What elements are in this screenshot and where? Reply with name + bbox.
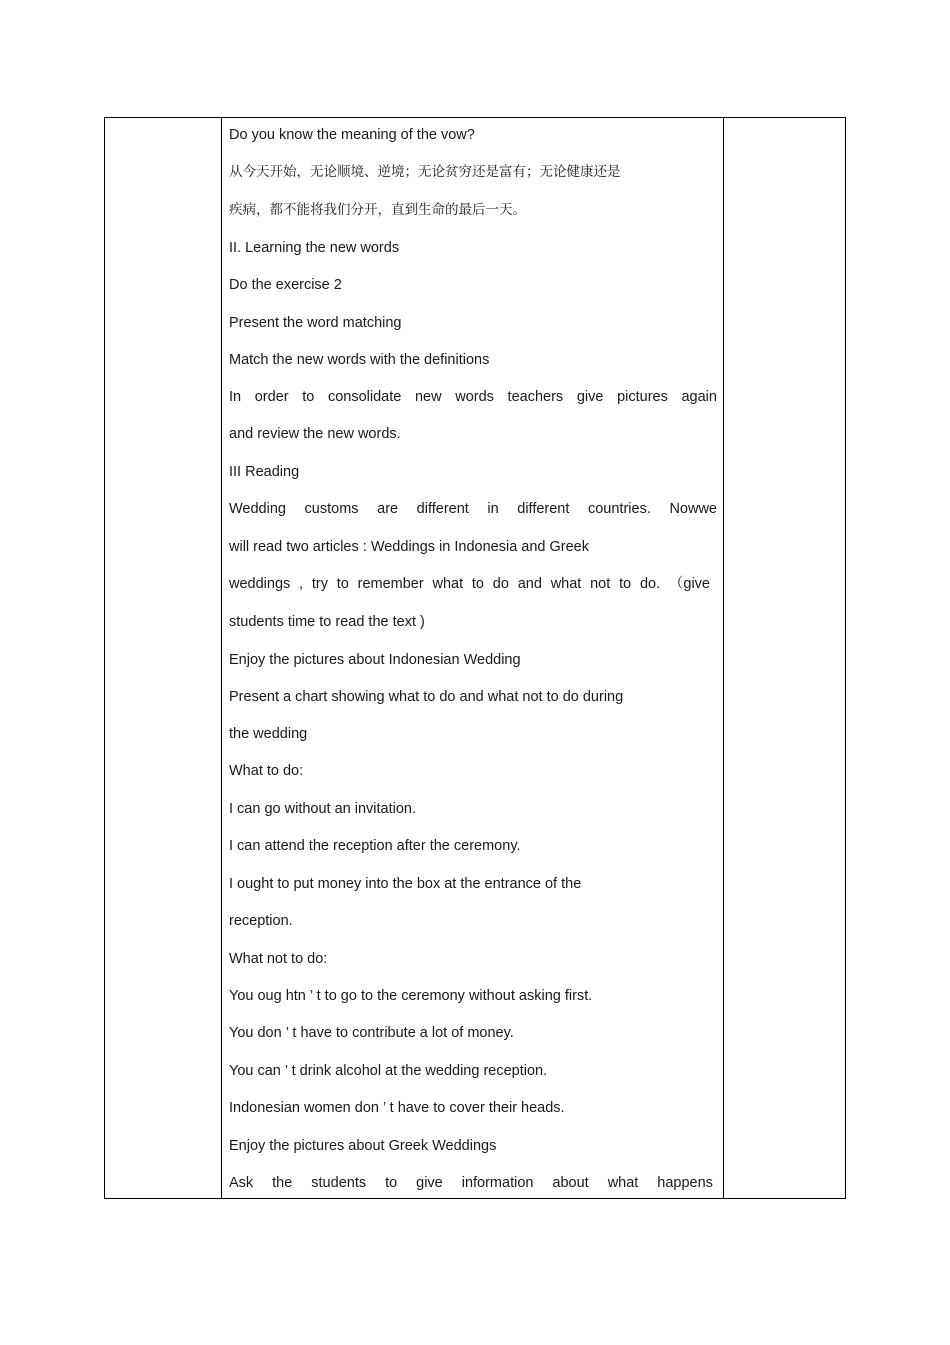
word: Nowwe xyxy=(669,501,717,517)
word: what xyxy=(607,1175,639,1191)
word: , xyxy=(299,576,304,592)
column-divider-left xyxy=(221,118,222,1198)
text-line: Present a chart showing what to do and what not to do during xyxy=(229,689,624,705)
text-line: What to do: xyxy=(229,763,304,779)
word: students xyxy=(311,1175,367,1191)
text-line-justified xyxy=(229,500,717,518)
text-line-justified xyxy=(229,388,717,406)
word: in xyxy=(487,501,499,517)
text-line: Enjoy the pictures about Indonesian Wedding xyxy=(229,652,521,668)
word: what xyxy=(550,576,582,592)
word: consolidate xyxy=(327,389,402,405)
word: happens xyxy=(657,1175,713,1191)
word: words xyxy=(455,389,494,405)
text-line: the wedding xyxy=(229,726,308,742)
column-divider-right xyxy=(723,118,724,1198)
word: do. xyxy=(639,576,661,592)
word: try xyxy=(311,576,328,592)
section-heading: III Reading xyxy=(229,464,300,480)
word: to xyxy=(385,1175,398,1191)
text-line: You don ’ t have to contribute a lot of money. xyxy=(229,1025,514,1041)
text-line: students time to read the text ) xyxy=(229,614,425,630)
word: to xyxy=(302,389,315,405)
word: and xyxy=(517,576,542,592)
word: information xyxy=(461,1175,534,1191)
text-line: will read two articles : Weddings in Indonesia and Greek xyxy=(229,539,590,555)
word: to xyxy=(471,576,484,592)
word: In xyxy=(229,389,242,405)
text-line: reception. xyxy=(229,913,293,929)
text-line: Match the new words with the definitions xyxy=(229,352,490,368)
text-line: Do you know the meaning of the vow? xyxy=(229,127,475,143)
word: give xyxy=(576,389,604,405)
word: about xyxy=(552,1175,589,1191)
text-line: 疾病，都不能将我们分开，直到生命的最后一天。 xyxy=(229,202,526,218)
text-line: What not to do: xyxy=(229,951,328,967)
word: different xyxy=(416,501,469,517)
word: teachers xyxy=(507,389,564,405)
word: to xyxy=(336,576,349,592)
text-line: You oug htn ’ t to go to the ceremony without asking first. xyxy=(229,988,593,1004)
text-line: Indonesian women don ’ t have to cover their heads. xyxy=(229,1100,565,1116)
word: pictures xyxy=(617,389,668,405)
word: different xyxy=(517,501,570,517)
word: customs xyxy=(304,501,359,517)
section-heading: II. Learning the new words xyxy=(229,240,400,256)
word: Wedding xyxy=(229,501,286,517)
word: remember xyxy=(357,576,424,592)
word: not xyxy=(590,576,611,592)
word: to xyxy=(619,576,632,592)
word: Ask xyxy=(229,1175,254,1191)
text-line-justified xyxy=(229,1174,713,1192)
text-line: and review the new words. xyxy=(229,426,401,442)
text-line-justified xyxy=(229,575,710,593)
text-line: I can go without an invitation. xyxy=(229,801,417,817)
word: the xyxy=(272,1175,293,1191)
word: again xyxy=(681,389,717,405)
word: are xyxy=(377,501,399,517)
text-line: Do the exercise 2 xyxy=(229,277,342,293)
word: order xyxy=(254,389,289,405)
text-line: 从今天开始，无论顺境、逆境；无论贫穷还是富有；无论健康还是 xyxy=(229,164,621,180)
word: give xyxy=(416,1175,443,1191)
text-line: I can attend the reception after the ceremony. xyxy=(229,838,521,854)
text-line: Enjoy the pictures about Greek Weddings xyxy=(229,1138,497,1154)
text-line: You can ’ t drink alcohol at the wedding reception. xyxy=(229,1063,548,1079)
word: （give xyxy=(668,576,710,592)
text-line: I ought to put money into the box at the entrance of the xyxy=(229,876,582,892)
lesson-table xyxy=(104,117,846,1199)
text-line: Present the word matching xyxy=(229,315,402,331)
word: do xyxy=(492,576,509,592)
word: countries. xyxy=(587,501,651,517)
word: weddings xyxy=(229,576,291,592)
word: new xyxy=(414,389,442,405)
word: what xyxy=(432,576,464,592)
